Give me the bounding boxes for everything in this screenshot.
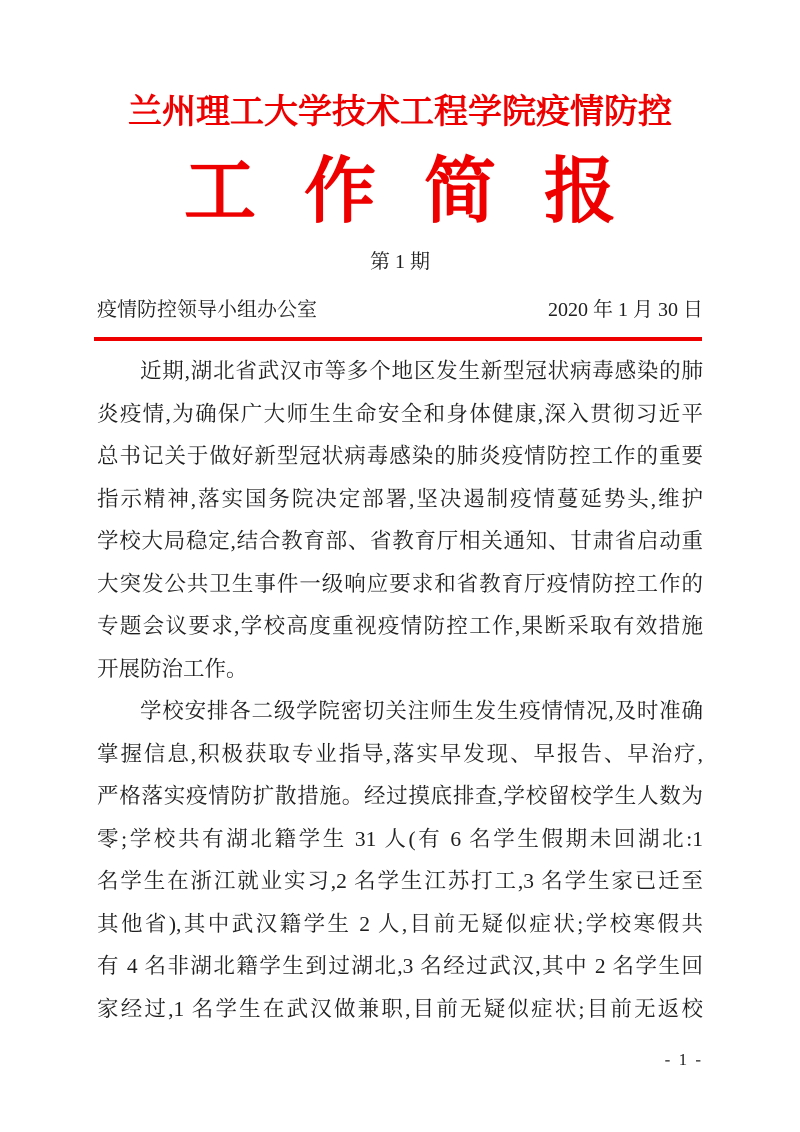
issue-date: 2020 年 1 月 30 日 xyxy=(548,299,703,321)
document-title: 工作简报 xyxy=(183,152,664,232)
issuing-office: 疫情防控领导小组办公室 xyxy=(97,299,317,321)
header-divider-rule xyxy=(94,337,702,341)
paragraph xyxy=(97,690,703,1030)
document-body xyxy=(97,350,703,1030)
body-line: 学校大局稳定,结合教育部、省教育厅相关通知、甘肃省启动重 xyxy=(97,529,703,553)
body-line: 其他省),其中武汉籍学生 2 人,目前无疑似症状;学校寒假共 xyxy=(97,911,703,936)
document-title-row xyxy=(0,148,800,236)
body-line: 大突发公共卫生事件一级响应要求和省教育厅疫情防控工作的 xyxy=(97,571,703,596)
paragraph xyxy=(97,350,703,690)
body-line: 炎疫情,为确保广大师生生命安全和身体健康,深入贯彻习近平 xyxy=(97,401,703,426)
organization-title: 兰州理工大学技术工程学院疫情防控 xyxy=(128,93,672,131)
body-line: 名学生在浙江就业实习,2 名学生江苏打工,3 名学生家已迁至 xyxy=(97,869,703,893)
body-line: 有 4 名非湖北籍学生到过湖北,3 名经过武汉,其中 2 名学生回 xyxy=(97,954,703,978)
body-line: 学校安排各二级学院密切关注师生发生疫情情况,及时准确 xyxy=(140,699,703,723)
body-line: 近期,湖北省武汉市等多个地区发生新型冠状病毒感染的肺 xyxy=(140,359,703,383)
body-line: 总书记关于做好新型冠状病毒感染的肺炎疫情防控工作的重要 xyxy=(97,444,703,468)
page-number: - 1 - xyxy=(664,1050,703,1069)
body-line: 掌握信息,积极获取专业指导,落实早发现、早报告、早治疗, xyxy=(97,741,703,766)
body-line: 严格落实疫情防扩散措施。经过摸底排查,学校留校学生人数为 xyxy=(97,784,703,808)
body-line: 零;学校共有湖北籍学生 31 人(有 6 名学生假期未回湖北:1 xyxy=(97,826,703,851)
issue-number: 第 1 期 xyxy=(370,251,430,273)
body-line: 指示精神,落实国务院决定部署,坚决遏制疫情蔓延势头,维护 xyxy=(97,486,703,511)
body-line: 开展防治工作。 xyxy=(97,656,248,681)
body-line: 家经过,1 名学生在武汉做兼职,目前无疑似症状;目前无返校 xyxy=(97,996,703,1021)
meta-row xyxy=(97,296,703,324)
body-line: 专题会议要求,学校高度重视疫情防控工作,果断采取有效措施 xyxy=(97,614,703,638)
page-footer xyxy=(97,1048,703,1072)
